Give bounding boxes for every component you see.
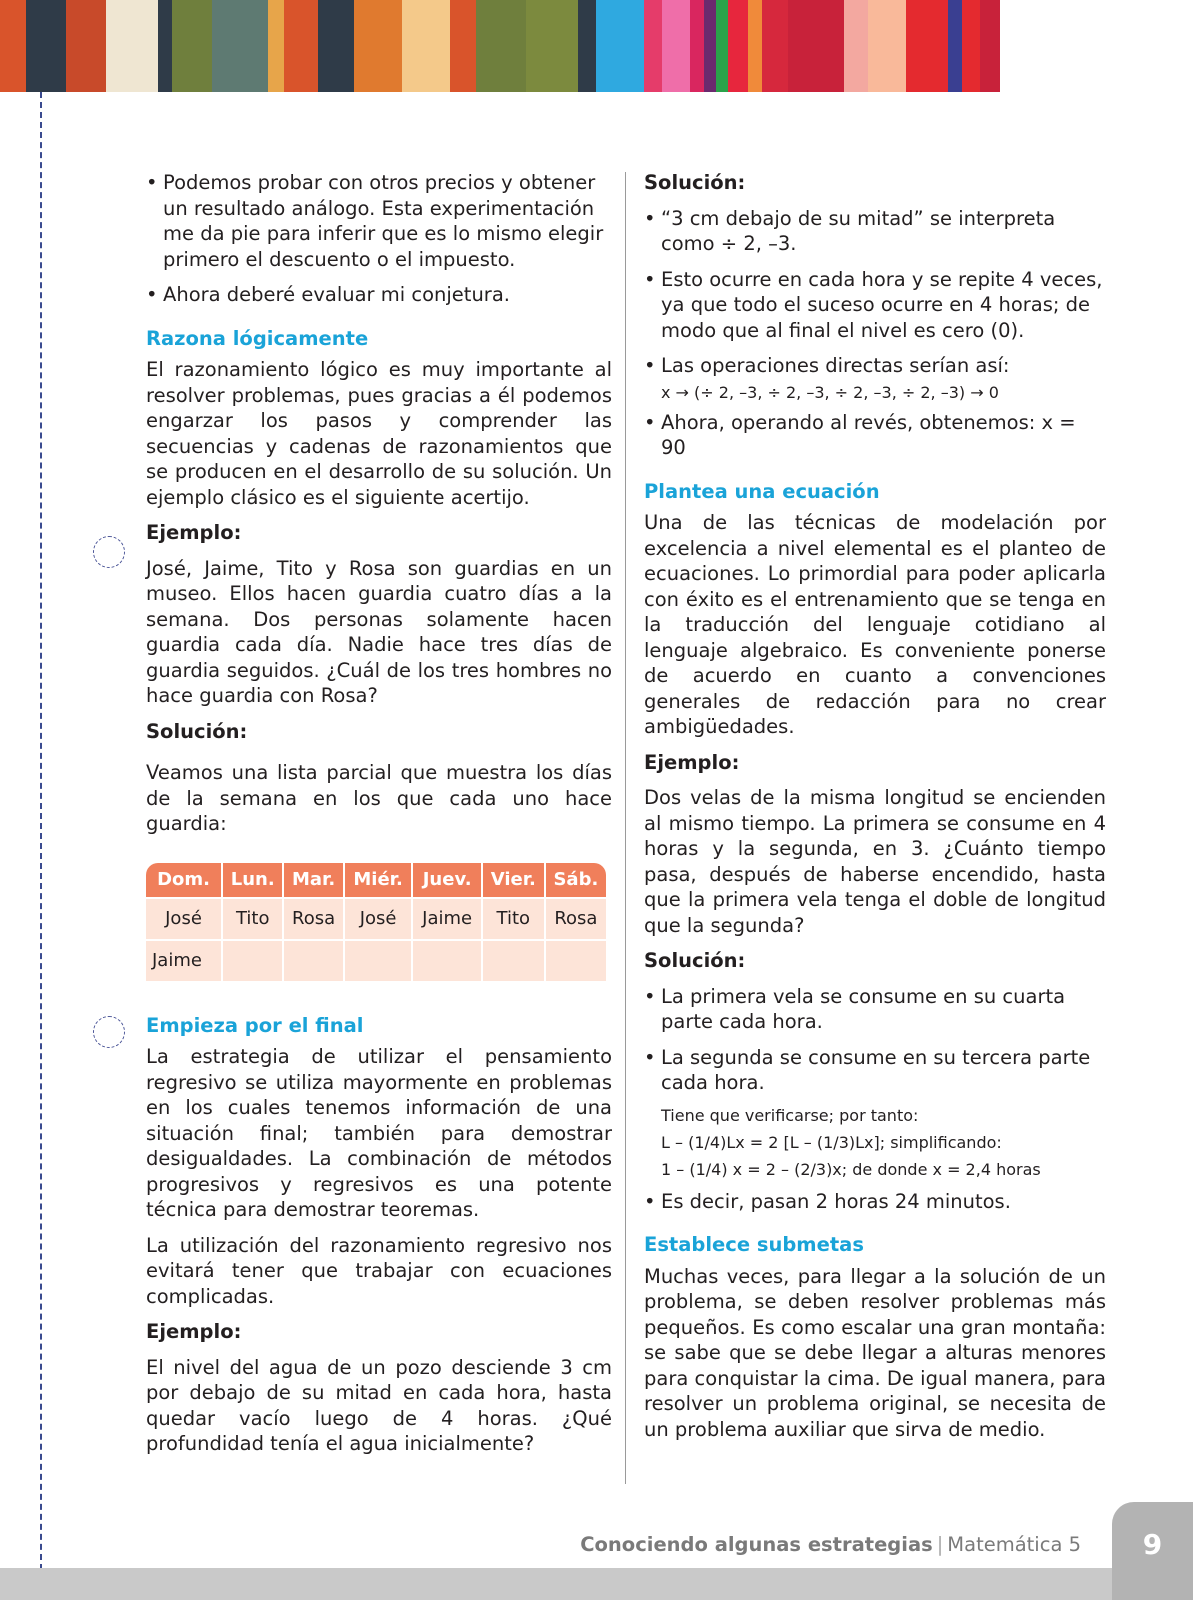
footer-band (0, 1568, 1193, 1600)
solution-label: Solución: (644, 171, 746, 194)
list-item: • Es decir, pasan 2 horas 24 minutos. (644, 1189, 1106, 1215)
table-cell (482, 940, 545, 981)
table-cell: Rosa (283, 898, 343, 940)
table-cell: Jaime (412, 898, 481, 940)
solution-bullet-list (644, 206, 1106, 379)
equation-2: 1 – (1/4) x = 2 – (2/3)x; de donde x = 2,4 horas (661, 1159, 1041, 1179)
table-header-row (146, 863, 606, 898)
table-header-cell: Juev. (412, 863, 481, 898)
list-item: • Las operaciones directas serían así: (644, 353, 1106, 379)
example-text: Dos velas de la misma longitud se encienden al mismo tiempo. La primera se consume en 4 horas y la segunda, en 3. ¿Cuánto tiempo pasa, después de haberse encendido, hasta que la primera vela tenga el doble de longitud que la segunda? (644, 786, 1106, 937)
list-item: • Ahora deberé evaluar mi conjetura. (146, 282, 612, 308)
table-cell (283, 940, 343, 981)
example-label: Ejemplo: (146, 1320, 242, 1343)
column-divider (625, 172, 626, 1484)
solution-text: Veamos una lista parcial que muestra los días de la semana en los que cada uno hace guardia: (146, 761, 612, 835)
binder-hole-marker (93, 536, 125, 568)
binding-line (40, 92, 42, 1600)
table-cell: Tito (482, 898, 545, 940)
binder-hole-marker (93, 1016, 125, 1048)
operations-line: x → (÷ 2, –3, ÷ 2, –3, ÷ 2, –3, ÷ 2, –3) → 0 (661, 382, 999, 402)
example-text: El nivel del agua de un pozo desciende 3 cm por debajo de su mitad en cada hora, hasta quedar vacío luego de 4 horas. ¿Qué profundidad tenía el agua inicialmente? (146, 1355, 612, 1455)
table-row (146, 898, 606, 940)
table-cell: Rosa (545, 898, 606, 940)
example-text: José, Jaime, Tito y Rosa son guardias en un museo. Ellos hacen guardia cuatro días a la semana. Dos personas solamente hacen guardia cada día. Nadie hace tres días de guardia seguidos. ¿Cuál de los tres hombres no hace guardia con Rosa? (146, 556, 612, 707)
table-header-cell: Lun. (222, 863, 283, 898)
table-cell: Tito (222, 898, 283, 940)
list-item: • Esto ocurre en cada hora y se repite 4 veces, ya que todo el suceso ocurre en 4 horas; de modo que al final el nivel es cero (0). (644, 267, 1106, 344)
list-item: • Ahora, operando al revés, obtenemos: x = 90 (644, 410, 1106, 461)
solution-label: Solución: (644, 949, 746, 972)
left-column (146, 170, 612, 1457)
table-header-cell: Sáb. (545, 863, 606, 898)
section-heading-empieza: Empieza por el final (146, 1013, 364, 1037)
list-item: • “3 cm debajo de su mitad” se interpreta como ÷ 2, –3. (644, 206, 1106, 257)
equation-1: L – (1/4)Lx = 2 [L – (1/3)Lx]; simplificando: (661, 1132, 1002, 1152)
table-cell (222, 940, 283, 981)
table-cell (344, 940, 413, 981)
list-item: • La segunda se consume en su tercera parte cada hora. (644, 1045, 1106, 1096)
right-column (644, 170, 1106, 1442)
footer-caption (580, 1533, 1081, 1556)
section-heading-razona: Razona lógicamente (146, 326, 369, 350)
section-heading-plantea: Plantea una ecuación (644, 479, 880, 503)
decorative-textile-banner (0, 0, 1193, 92)
table-cell (412, 940, 481, 981)
example-label: Ejemplo: (146, 521, 242, 544)
intro-bullet-list (146, 170, 612, 308)
table-header-cell: Dom. (146, 863, 222, 898)
solution-bullet-list (644, 984, 1106, 1096)
table-cell (545, 940, 606, 981)
table-header-cell: Miér. (344, 863, 413, 898)
section-heading-establece: Establece submetas (644, 1233, 864, 1256)
solution-bullet-list (644, 410, 1106, 461)
table-cell: Jaime (146, 940, 222, 981)
table-cell: José (146, 898, 222, 940)
table-row (146, 940, 606, 981)
solution-label: Solución: (146, 719, 248, 743)
table-header-cell: Vier. (482, 863, 545, 898)
razona-paragraph: El razonamiento lógico es muy importante al resolver problemas, pues gracias a él podemos engarzar los pasos y comprender las secuencias y cadenas de razonamientos que se producen en el desarrollo de su solución. Un ejemplo clásico es el siguiente acertijo. (146, 358, 612, 509)
footer-separator: | (936, 1533, 944, 1556)
page-number: 9 (1142, 1528, 1163, 1561)
example-label: Ejemplo: (644, 750, 740, 774)
list-item: • Podemos probar con otros precios y obtener un resultado análogo. Esta experimentación me da pie para inferir que es lo mismo elegir primero el descuento o el impuesto. (146, 170, 612, 272)
footer-title: Conociendo algunas estrategias (580, 1533, 933, 1556)
empieza-paragraph-2: La utilización del razonamiento regresivo nos evitará tener que trabajar con ecuaciones complicadas. (146, 1233, 612, 1308)
footer-subject: Matemática 5 (947, 1533, 1081, 1556)
establece-paragraph: Muchas veces, para llegar a la solución de un problema, se deben resolver problemas más pequeños. Es como escalar una gran montaña: se sabe que se debe llegar a alturas menores para conquistar la cima. De igual manera, para resolver un problema original, se necesita de un problema auxiliar que sirva de medio. (644, 1264, 1106, 1441)
table-cell: José (344, 898, 413, 940)
plantea-paragraph: Una de las técnicas de modelación por excelencia a nivel elemental es el planteo de ecuaciones. Lo primordial para poder aplicarla con éxito es el entrenamiento que se tenga en la traducción del lenguaje cotidiano al lenguaje algebraico. Es conveniente ponerse de acuerdo en cuanto a convenciones generales de redacción para no crear ambigüedades. (644, 511, 1106, 738)
table-header-cell: Mar. (283, 863, 343, 898)
list-item: • La primera vela se consume en su cuarta parte cada hora. (644, 984, 1106, 1035)
guard-schedule-table (146, 863, 606, 981)
verify-text: Tiene que verificarse; por tanto: (661, 1105, 919, 1125)
empieza-paragraph-1: La estrategia de utilizar el pensamiento regresivo se utiliza mayormente en problemas en los cuales tenemos información de una situación final; también para demostrar desigualdades. La combinación de métodos progresivos y regresivos es una potente técnica para demostrar teoremas. (146, 1045, 612, 1221)
solution-bullet-list (644, 1189, 1106, 1215)
